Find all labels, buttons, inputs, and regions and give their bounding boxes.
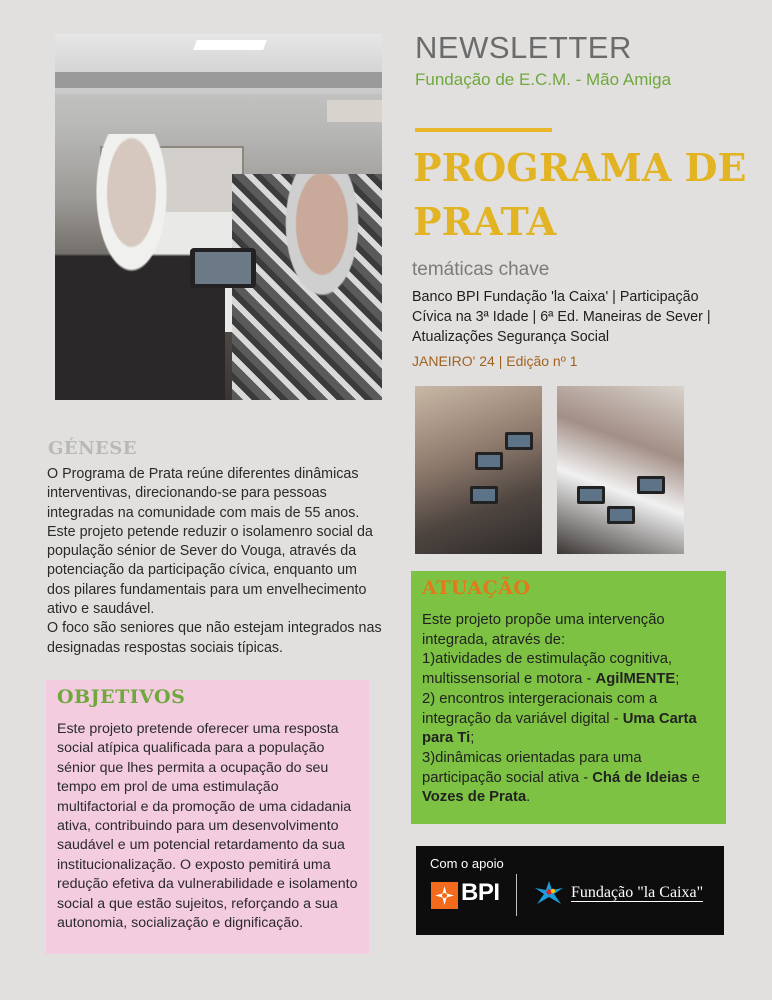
bpi-wordmark: BPI [461, 879, 500, 906]
la-caixa-star-icon [533, 880, 565, 910]
themes-text: Banco BPI Fundação 'la Caixa' | Participação Cívica na 3ª Idade | 6ª Ed. Maneiras de Sever | Atualizações Segurança Social [412, 289, 711, 345]
atuacao-item-2: 2) encontros intergeracionais com a integração da variável digital - Uma Carta para Ti; [422, 690, 697, 747]
sponsor-divider [516, 874, 517, 916]
program-title: PROGRAMA DE PRATA [413, 145, 747, 244]
atuacao-text [422, 611, 722, 808]
genese-heading: GÉNESE [48, 438, 137, 459]
themes-heading: temáticas chave [412, 259, 550, 280]
genese-paragraph: O Programa de Prata reúne diferentes dinâmicas interventivas, direcionando-se para pessoas integradas na comunidade com mais de 55 anos. Este projeto petende reduzir o isolamenro social da população sénior de Sever do Vouga, através da potenciação da participação cívica, enquanto um dos pilares fundamentais para um envelhecimento ativo e saudável. [47, 466, 373, 618]
genese-paragraph-2: O foco são seniores que não estejam integrados nas designadas respostas sociais típicas. [47, 620, 382, 656]
genese-text [47, 465, 382, 658]
photo-group-activity-2 [557, 386, 684, 554]
fundacao-la-caixa-wordmark: Fundação "la Caixa" [571, 884, 704, 901]
atuacao-item-1: 1)atividades de estimulação cognitiva, multissensorial e motora - AgilMENTE; [422, 651, 680, 688]
organization-name: Fundação de E.C.M. - Mão Amiga [415, 70, 672, 89]
edition-label: JANEIRO' 24 | Edição nº 1 [412, 353, 578, 369]
atuacao-heading: ATUAÇÃO [422, 577, 531, 599]
main-photo-seniors-with-tablet [55, 34, 382, 400]
bpi-logo-icon [431, 882, 458, 909]
atuacao-intro: Este projeto propõe uma intervenção integrada, através de: [422, 612, 665, 648]
photo-group-activity-1 [415, 386, 542, 554]
atuacao-item-3: 3)dinâmicas orientadas para uma participação social ativa - Chá de Ideias e Vozes de Prata. [422, 749, 700, 806]
title-divider [415, 128, 552, 132]
newsletter-title: NEWSLETTER [415, 30, 632, 65]
objetivos-text: Este projeto pretende oferecer uma resposta social atípica qualificada para a população sénior que lhes permita a ocupação do seu tempo em prol de uma estimulação multifactorial e da promoção de uma cidadania ativa, contribuindo para um desenvolvimento saudável e um potencial retardamento da sua institucionalização. O exposto pemitirá uma redução efetiva da vulnerabilidade e isolamento social a que estão sujeitos, reforçando a sua autonomia, socialização e dignificação. [57, 721, 358, 932]
sponsor-label: Com o apoio [430, 856, 504, 871]
objetivos-heading: OBJETIVOS [57, 686, 186, 708]
